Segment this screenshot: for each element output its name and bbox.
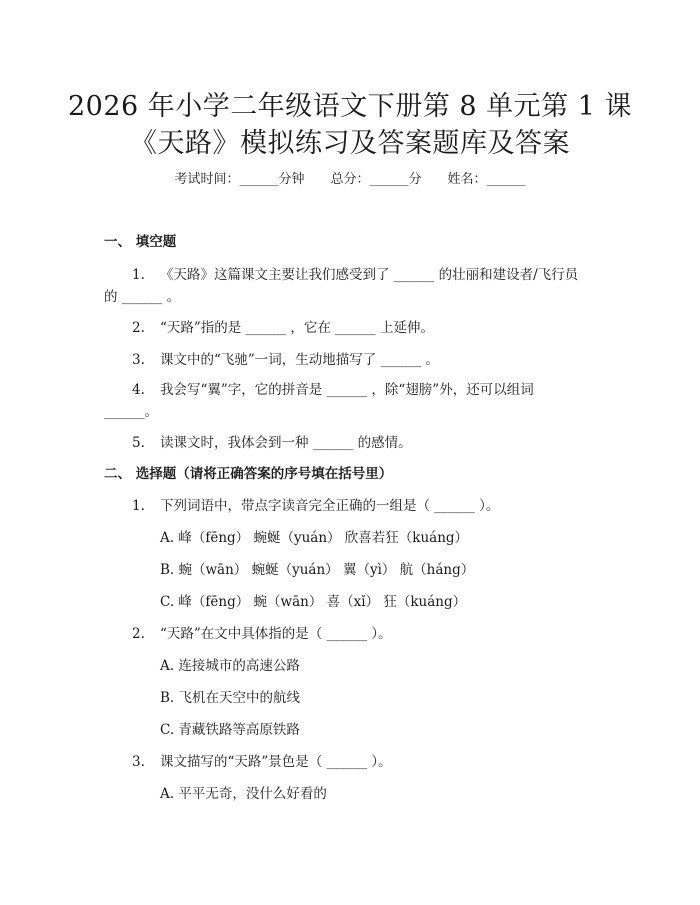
choice-option: A. 连接城市的高速公路 (160, 658, 300, 674)
question-number: 4. (132, 382, 145, 398)
page-title-line1: 2026 年小学二年级语文下册第 8 单元第 1 课 (68, 91, 632, 122)
choice-question-1 (132, 494, 499, 514)
question-number: 2. (132, 320, 145, 336)
total-score: 总分：______分 (330, 172, 422, 187)
question-text: 课文中的“飞驰”一词，生动地描写了 ______ 。 (160, 352, 439, 368)
question-1-line2: 的 ______ 。 (104, 289, 181, 305)
student-name: 姓名：______ (447, 172, 526, 187)
question-text: 《天路》这篇课文主要让我们感受到了 ______ 的壮丽和建设者/飞行员 (160, 267, 579, 283)
choice-option: A. 峰（fēng） 蜿蜒（yuán） 欣喜若狂（kuáng） (160, 530, 469, 546)
question-text: “天路”指的是 ______ ，它在 ______ 上延伸。 (160, 320, 434, 336)
question-5 (132, 431, 412, 451)
exam-meta (0, 168, 700, 187)
question-4-line1 (132, 378, 534, 398)
section-fill-blank-title: 一、 填空题 (104, 234, 177, 250)
choice-option: C. 峰（fēng） 蜿（wān） 喜（xǐ） 狂（kuáng） (160, 594, 467, 610)
choice-option: B. 蜿（wān） 蜿蜒（yuán） 翼（yì） 航（háng） (160, 562, 475, 578)
question-2 (132, 316, 434, 336)
question-number: 3. (132, 352, 145, 368)
question-text: 我会写“翼”字，它的拼音是 ______ ，除“翅膀”外，还可以组词 (160, 382, 534, 398)
choice-question-3 (132, 750, 392, 770)
choice-option: B. 飞机在天空中的航线 (160, 690, 301, 706)
question-text: 下列词语中，带点字读音完全正确的一组是（ ______ ）。 (160, 498, 500, 514)
question-4-line2: ______。 (104, 404, 158, 420)
question-number: 3. (132, 754, 145, 770)
choice-option: A. 平平无奇，没什么好看的 (160, 786, 327, 802)
question-number: 1. (132, 267, 145, 283)
section-choice-title: 二、 选择题（请将正确答案的序号填在括号里） (104, 466, 393, 482)
question-number: 2. (132, 626, 145, 642)
question-number: 5. (132, 435, 145, 451)
exam-time: 考试时间：______分钟 (174, 172, 305, 187)
question-number: 1. (132, 498, 145, 514)
question-text: 课文描写的“天路”景色是（ ______ ）。 (160, 754, 392, 770)
question-3 (132, 348, 439, 368)
choice-question-2 (132, 622, 392, 642)
question-1-line1 (132, 263, 578, 283)
choice-option: C. 青藏铁路等高原铁路 (160, 722, 300, 738)
page-title-line2: 《天路》模拟练习及答案题库及答案 (130, 128, 570, 159)
question-text: 读课文时，我体会到一种 ______ 的感情。 (160, 435, 412, 451)
question-text: “天路”在文中具体指的是（ ______ ）。 (160, 626, 392, 642)
